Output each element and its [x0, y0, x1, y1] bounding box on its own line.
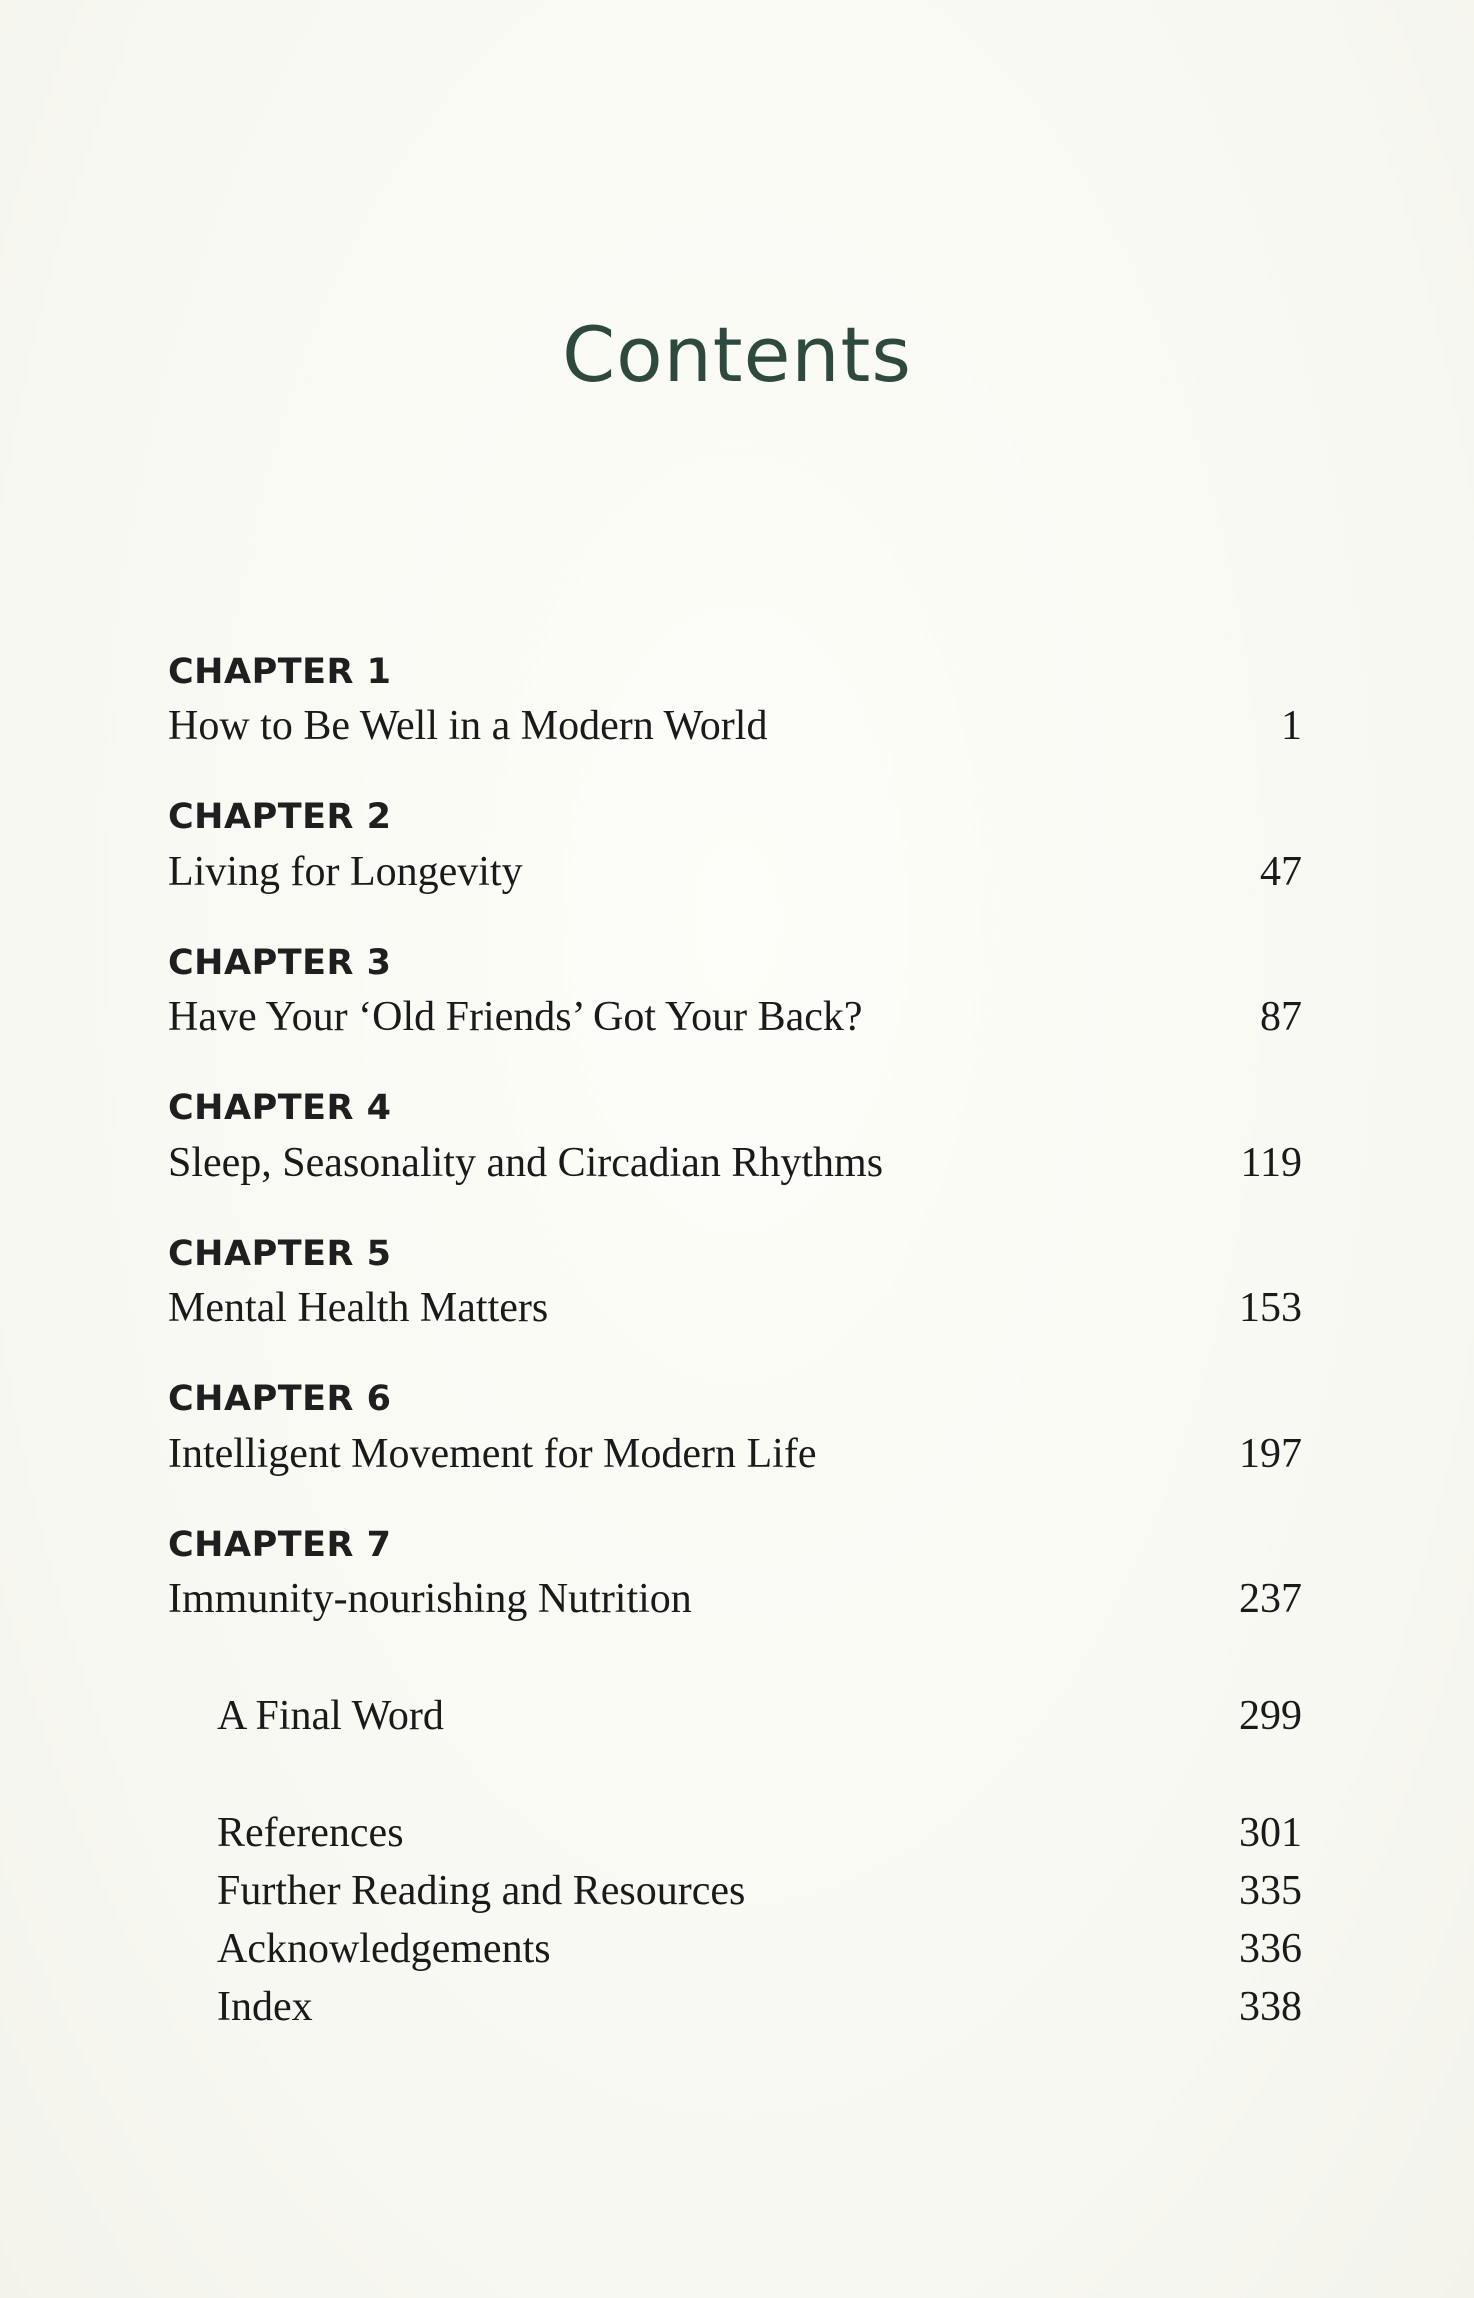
- page-number: 299: [1239, 1693, 1302, 1739]
- page-number: 237: [1239, 1576, 1302, 1622]
- page-number: 197: [1239, 1431, 1302, 1477]
- page-number: 153: [1239, 1285, 1302, 1331]
- chapter-label: CHAPTER 5: [168, 1234, 392, 1274]
- chapter-label: CHAPTER 2: [168, 797, 392, 837]
- page-number: 336: [1239, 1926, 1302, 1972]
- back-matter-title: A Final Word: [217, 1693, 444, 1739]
- back-matter-title: References: [217, 1810, 404, 1856]
- back-matter-title: Further Reading and Resources: [217, 1868, 746, 1914]
- page-number: 335: [1239, 1868, 1302, 1914]
- page-number: 338: [1239, 1984, 1302, 2030]
- chapter-title: Immunity-nourishing Nutrition: [168, 1576, 692, 1622]
- page-number: 47: [1260, 849, 1302, 895]
- chapter-title: Mental Health Matters: [168, 1285, 549, 1331]
- chapter-title: How to Be Well in a Modern World: [168, 703, 768, 749]
- chapter-title: Have Your ‘Old Friends’ Got Your Back?: [168, 994, 863, 1040]
- page-number: 301: [1239, 1810, 1302, 1856]
- chapter-label: CHAPTER 7: [168, 1525, 392, 1565]
- chapter-label: CHAPTER 4: [168, 1088, 392, 1128]
- chapter-title: Intelligent Movement for Modern Life: [168, 1431, 817, 1477]
- chapter-label: CHAPTER 6: [168, 1379, 392, 1419]
- page-number: 119: [1240, 1140, 1302, 1186]
- page-title: Contents: [562, 310, 912, 399]
- chapter-title: Sleep, Seasonality and Circadian Rhythms: [168, 1140, 884, 1186]
- page-number: 1: [1281, 703, 1302, 749]
- back-matter-title: Index: [217, 1984, 313, 2030]
- chapter-label: CHAPTER 1: [168, 652, 392, 692]
- chapter-label: CHAPTER 3: [168, 943, 392, 983]
- chapter-title: Living for Longevity: [168, 849, 523, 895]
- back-matter-title: Acknowledgements: [217, 1926, 551, 1972]
- page-number: 87: [1260, 994, 1302, 1040]
